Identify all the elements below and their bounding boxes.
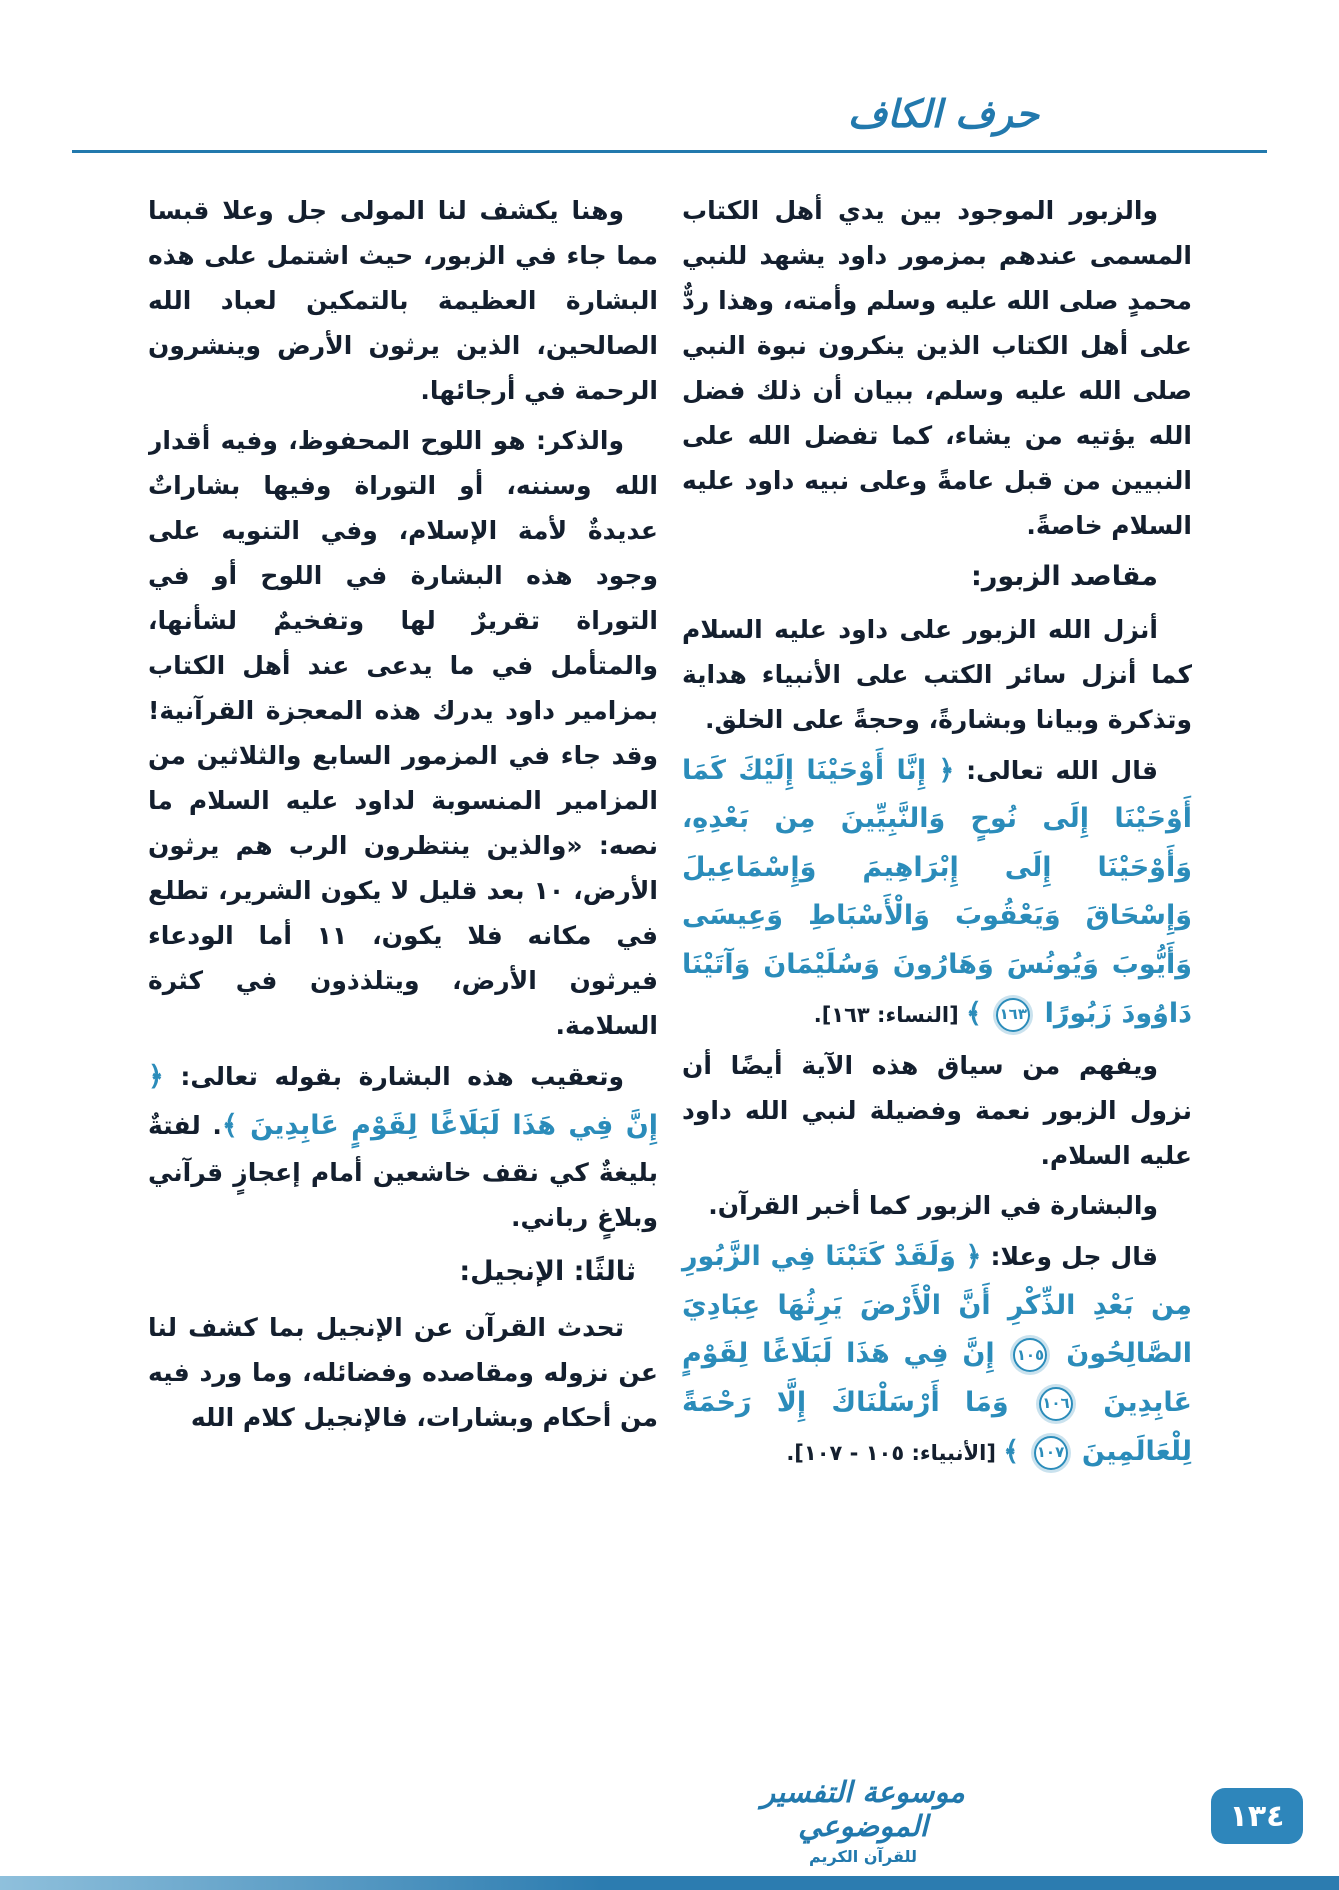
body-text: والزبور الموجود بين يدي أهل الكتاب المسمى عندهم بمزمور داود يشهد للنبي محمدٍ صلى الله عليه وسلم وأمته، وهذا ردٌّ على أهل الكتاب الذين ينكرون نبوة النبي صلى الله عليه وسلم، ببيان أن ذلك فضل الله يؤتيه من يشاء، كما تفضل الله على النبيين من قبل عامةً وعلى نبيه داود عليه السلام خاصةً.: [682, 196, 1192, 540]
header-rule: [72, 150, 1267, 153]
column-left: [148, 188, 658, 1665]
paragraph: [148, 418, 658, 1048]
paragraph: [682, 188, 1192, 548]
paragraph: [682, 1043, 1192, 1178]
chapter-title: حرف الكاف: [847, 92, 1039, 136]
body-text: مقاصد الزبور:: [971, 561, 1158, 592]
paragraph: [682, 1183, 1192, 1228]
body-text: والبشارة في الزبور كما أخبر القرآن.: [708, 1191, 1158, 1221]
quran-verse: ﴾: [966, 997, 992, 1029]
footer-bar: [0, 1876, 1339, 1890]
body-text: . لفتةٌ بليغةٌ كي نقف خاشعين أمام إعجازٍ قرآني وبلاغٍ رباني.: [148, 1110, 658, 1233]
quran-verse: ﴿ إِنَّا أَوْحَيْنَا إِلَيْكَ كَمَا أَوْحَيْنَا إِلَى نُوحٍ وَالنَّبِيِّينَ مِن بَعْدِهِ، وَأَوْحَيْنَا إِلَى إِبْرَاهِيمَ وَإِسْمَاعِيلَ وَإِسْحَاقَ وَيَعْقُوبَ وَالْأَسْبَاطِ وَعِيسَى وَأَيُّوبَ وَيُونُسَ وَهَارُونَ وَسُلَيْمَانَ وَآتَيْنَا دَاوُودَ زَبُورًا: [682, 754, 1192, 1029]
page-number-badge: [1211, 1788, 1303, 1844]
paragraph: [148, 1053, 658, 1240]
body-text: وهنا يكشف لنا المولى جل وعلا قبسا مما جاء في الزبور، حيث اشتمل على هذه البشارة العظيمة بالتمكين لعباد الله الصالحين، الذين يرثون الأرض وينشرون الرحمة في أرجائها.: [148, 196, 658, 405]
paragraph: [148, 188, 658, 413]
body-text: قال جل وعلا:: [981, 1242, 1158, 1272]
body-text: أنزل الله الزبور على داود عليه السلام كما أنزل سائر الكتب على الأنبياء هداية وتذكرة وبيانا وبشارةً، وحجةً على الخلق.: [682, 614, 1192, 734]
verse-number-medallion: ١٠٧: [1034, 1436, 1068, 1470]
paragraph: [148, 1305, 658, 1440]
verse-reference: [الأنبياء: ١٠٥ - ١٠٧].: [786, 1440, 1004, 1465]
section-heading: [148, 1248, 658, 1297]
body-text: ثالثًا: الإنجيل:: [459, 1256, 636, 1288]
body-text: قال الله تعالى:: [954, 755, 1158, 785]
quran-verse: ﴿ وَلَقَدْ كَتَبْنَا فِي الزَّبُورِ مِن بَعْدِ الذِّكْرِ أَنَّ الْأَرْضَ يَرِثُهَا عِبَادِيَ الصَّالِحُونَ: [682, 1241, 1192, 1370]
publisher-logo-subtitle: للقرآن الكريم: [808, 1847, 918, 1866]
column-right: [682, 188, 1192, 1665]
paragraph: [682, 747, 1192, 1039]
paragraph: [682, 1233, 1192, 1476]
verse-number-medallion: ١٠٦: [1039, 1387, 1073, 1421]
verse-number-medallion: ١٠٥: [1013, 1338, 1047, 1372]
publisher-logo-title: موسوعة التفسير الموضوعي: [761, 1775, 965, 1843]
body-text: تحدث القرآن عن الإنجيل بما كشف لنا عن نزوله ومقاصده وفضائله، وما ورد فيه من أحكام وبشارات، فالإنجيل كلام الله: [148, 1312, 658, 1432]
body-text: وتعقيب هذه البشارة بقوله تعالى:: [163, 1062, 624, 1091]
verse-reference: [النساء: ١٦٣].: [813, 1002, 967, 1027]
quran-verse: ﴾: [1003, 1435, 1029, 1467]
publisher-logo: [723, 1775, 1003, 1866]
paragraph: [682, 607, 1192, 742]
page-number: ١٣٤: [1229, 1798, 1285, 1834]
body-text: والذكر: هو اللوح المحفوظ، وفيه أقدار الله وسننه، أو التوراة وفيها بشاراتٌ عديدةٌ لأمة الإسلام، وفي التنويه على وجود هذه البشارة في اللوح أو في التوراة تقريرٌ لها وتفخيمٌ لشأنها، والمتأمل في ما يدعى عند أهل الكتاب بمزامير داود يدرك هذه المعجزة القرآنية! وقد جاء في المزمور السابع والثلاثين من المزامير المنسوبة لداود عليه السلام ما نصه: «والذين ينتظرون الرب هم يرثون الأرض، ١٠ بعد قليل لا يكون الشرير، تطلع في مكانه فلا يكون، ١١ أما الودعاء فيرثون الأرض، ويتلذذون في كثرة السلامة.: [148, 426, 658, 1040]
quran-verse: ﴿ إِنَّ فِي هَذَا لَبَلَاغًا لِقَوْمٍ عَابِدِينَ ﴾: [148, 1061, 658, 1141]
body-text: ويفهم من سياق هذه الآية أيضًا أن نزول الزبور نعمة وفضيلة لنبي الله داود عليه السلام.: [682, 1051, 1192, 1171]
sub-heading: [682, 553, 1192, 602]
quran-verse: إِنَّ فِي هَذَا لَبَلَاغًا لِقَوْمٍ عَابِدِينَ: [682, 1338, 1192, 1418]
verse-number-medallion: ١٦٣: [996, 998, 1030, 1032]
quran-verse: وَمَا أَرْسَلْنَاكَ إِلَّا رَحْمَةً لِلْعَالَمِينَ: [682, 1386, 1192, 1467]
text-columns: [148, 188, 1192, 1665]
